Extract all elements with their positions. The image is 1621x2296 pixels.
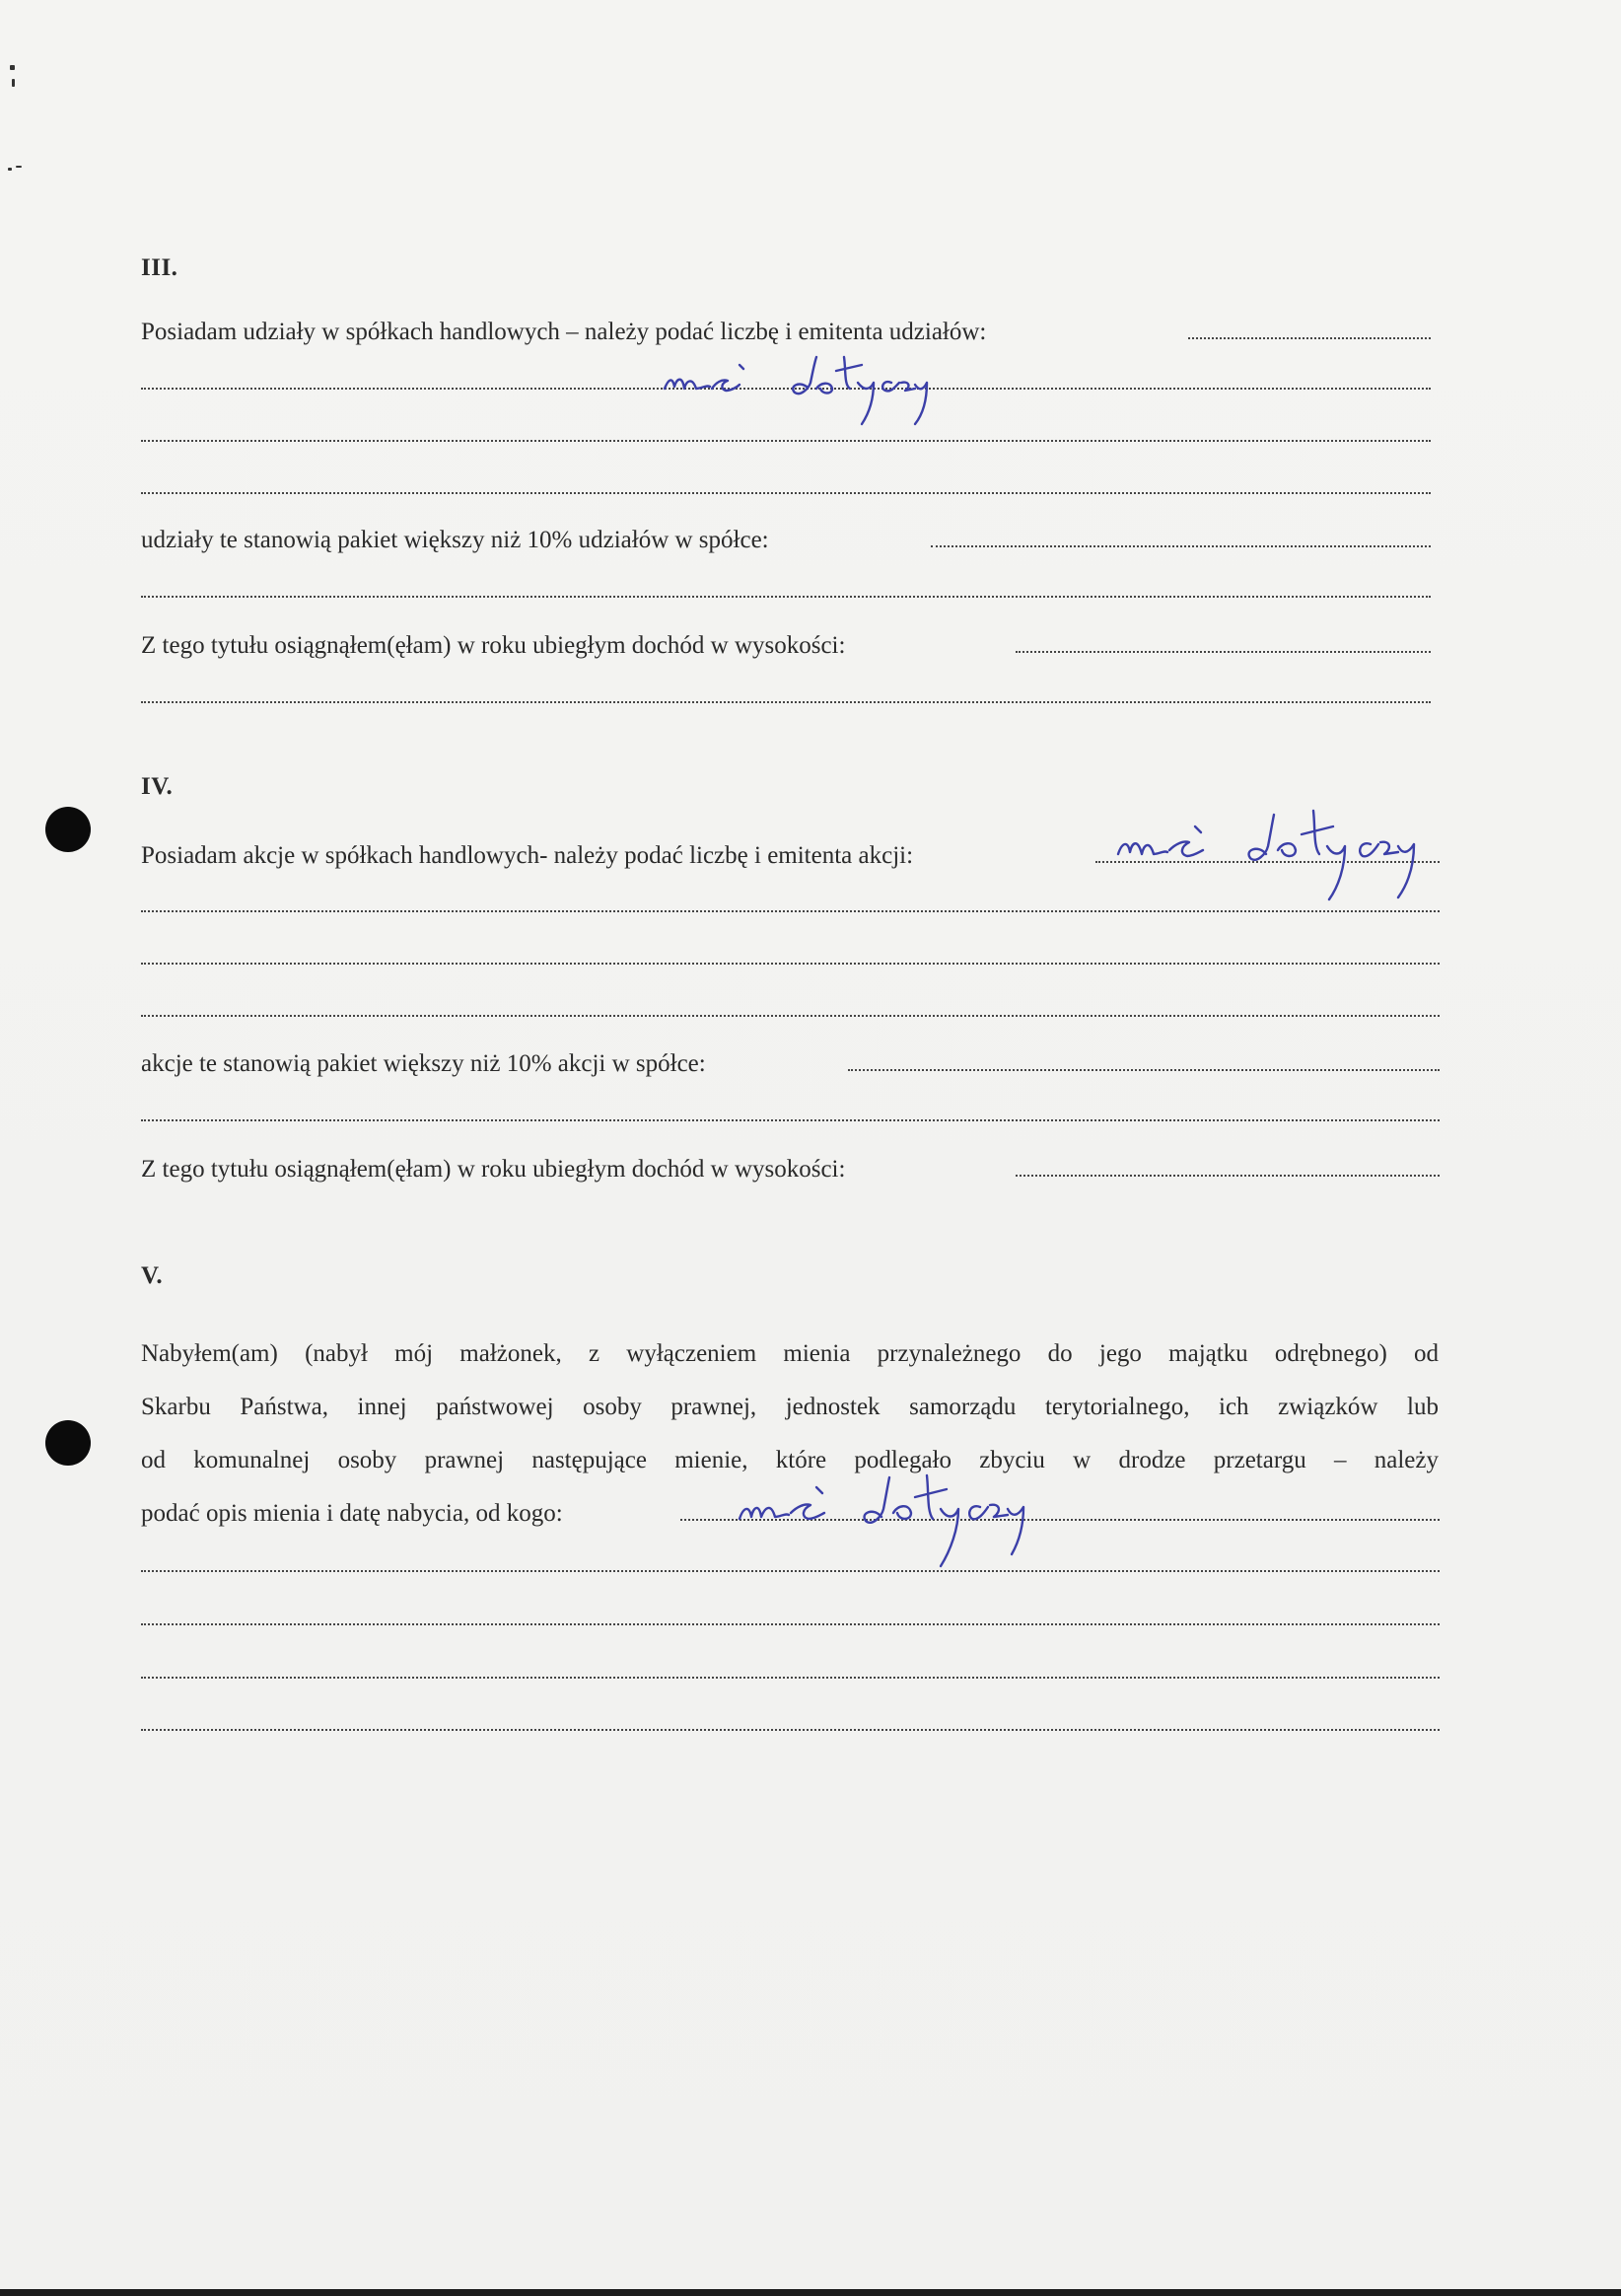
handwritten-answer-iii xyxy=(651,343,1025,432)
answer-dotline xyxy=(931,545,1431,547)
answer-dotline xyxy=(141,1015,1440,1017)
income-prompt-iv: Z tego tytułu osiągnąłem(ęłam) w roku ubiegłym dochód w wysokości: xyxy=(141,1156,846,1183)
scan-speck xyxy=(10,65,15,70)
acquisition-prompt: podać opis mienia i datę nabycia, od kogo: xyxy=(141,1500,563,1527)
answer-dotline xyxy=(141,596,1431,598)
punch-hole xyxy=(45,807,91,852)
section-v-heading: V. xyxy=(141,1262,164,1289)
scan-speck xyxy=(12,79,15,87)
scan-speck xyxy=(16,166,22,168)
answer-dotline xyxy=(848,1069,1440,1071)
stocks-prompt: Posiadam akcje w spółkach handlowych- należy podać liczbę i emitenta akcji: xyxy=(141,842,914,869)
section-iv-heading: IV. xyxy=(141,773,174,800)
answer-dotline xyxy=(141,440,1431,442)
scan-speck xyxy=(8,168,12,171)
answer-dotline xyxy=(1188,337,1431,339)
handwritten-answer-iv xyxy=(1112,801,1467,909)
answer-dotline xyxy=(141,910,1440,912)
paragraph-line: od komunalnej osoby prawnej następujące mienie, które podlegało zbyciu w drodze przetargu – należy xyxy=(141,1447,1439,1473)
answer-dotline xyxy=(141,1119,1440,1121)
answer-dotline xyxy=(141,963,1440,965)
stocks-over-10-prompt: akcje te stanowią pakiet większy niż 10% akcji w spółce: xyxy=(141,1050,706,1077)
answer-dotline xyxy=(141,1623,1440,1625)
scan-bottom-edge xyxy=(0,2289,1621,2296)
handwritten-answer-v xyxy=(732,1464,1087,1572)
section-iii-heading: III. xyxy=(141,254,178,281)
answer-dotline xyxy=(141,1729,1440,1731)
answer-dotline xyxy=(1016,1175,1440,1177)
shares-over-10-prompt: udziały te stanowią pakiet większy niż 10% udziałów w spółce: xyxy=(141,527,769,553)
answer-dotline xyxy=(141,701,1431,703)
paragraph-line: Nabyłem(am) (nabył mój małżonek, z wyłączeniem mienia przynależnego do jego majątku odrębnego) od xyxy=(141,1340,1439,1367)
answer-dotline xyxy=(141,1677,1440,1679)
income-prompt-iii: Z tego tytułu osiągnąłem(ęłam) w roku ubiegłym dochód w wysokości: xyxy=(141,632,846,659)
answer-dotline xyxy=(1016,651,1431,653)
paragraph-line: Skarbu Państwa, innej państwowej osoby prawnej, jednostek samorządu terytorialnego, ich związków lub xyxy=(141,1394,1439,1420)
answer-dotline xyxy=(141,492,1431,494)
shares-prompt: Posiadam udziały w spółkach handlowych – należy podać liczbę i emitenta udziałów: xyxy=(141,319,987,345)
punch-hole xyxy=(45,1420,91,1466)
